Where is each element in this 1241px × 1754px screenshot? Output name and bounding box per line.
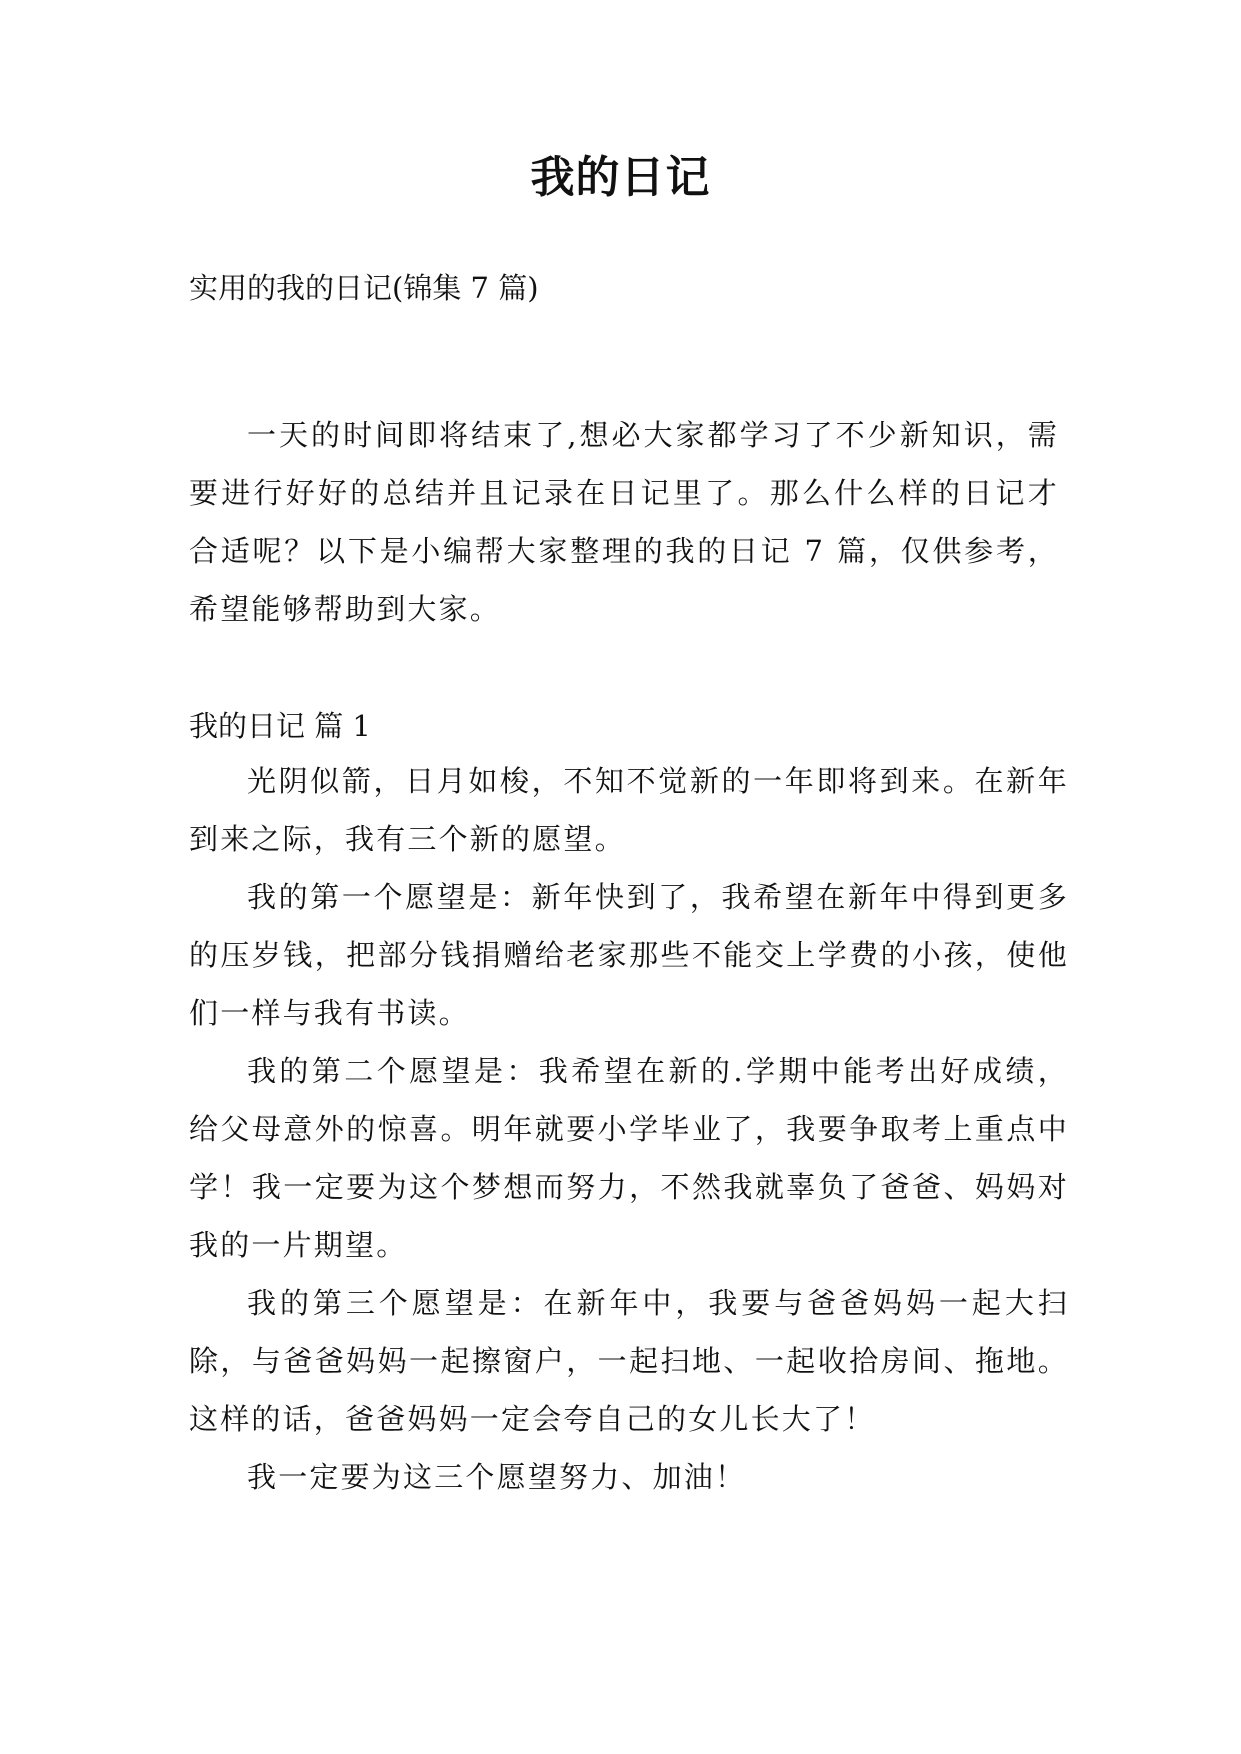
body-paragraph: 我的第一个愿望是：新年快到了，我希望在新年中得到更多的压岁钱，把部分钱捐赠给老家那些不能交上学费的小孩，使他们一样与我有书读。 bbox=[189, 880, 1069, 1030]
body-paragraph: 我的第二个愿望是：我希望在新的.学期中能考出好成绩，给父母意外的惊喜。明年就要小学毕业了，我要争取考上重点中学！我一定要为这个梦想而努力，不然我就辜负了爸爸、妈妈对我的一片期望。 bbox=[189, 1054, 1069, 1262]
section-body bbox=[189, 752, 1069, 1506]
intro-paragraph: 一天的时间即将结束了,想必大家都学习了不少新知识，需要进行好好的总结并且记录在日记里了。那么什么样的日记才合适呢？以下是小编帮大家整理的我的日记 7 篇，仅供参考，希望能够帮助到大家。 bbox=[189, 418, 1059, 626]
body-paragraph: 光阴似箭，日月如梭，不知不觉新的一年即将到来。在新年到来之际，我有三个新的愿望。 bbox=[189, 764, 1069, 856]
body-paragraph: 我的第三个愿望是：在新年中，我要与爸爸妈妈一起大扫除，与爸爸妈妈一起擦窗户，一起扫地、一起收拾房间、拖地。这样的话，爸爸妈妈一定会夸自己的女儿长大了！ bbox=[189, 1286, 1069, 1436]
section-heading: 我的日记 篇 1 bbox=[189, 709, 371, 743]
body-paragraph: 我一定要为这三个愿望努力、加油！ bbox=[247, 1460, 747, 1494]
document-subtitle: 实用的我的日记(锦集 7 篇) bbox=[189, 271, 539, 305]
document-title: 我的日记 bbox=[530, 152, 711, 203]
